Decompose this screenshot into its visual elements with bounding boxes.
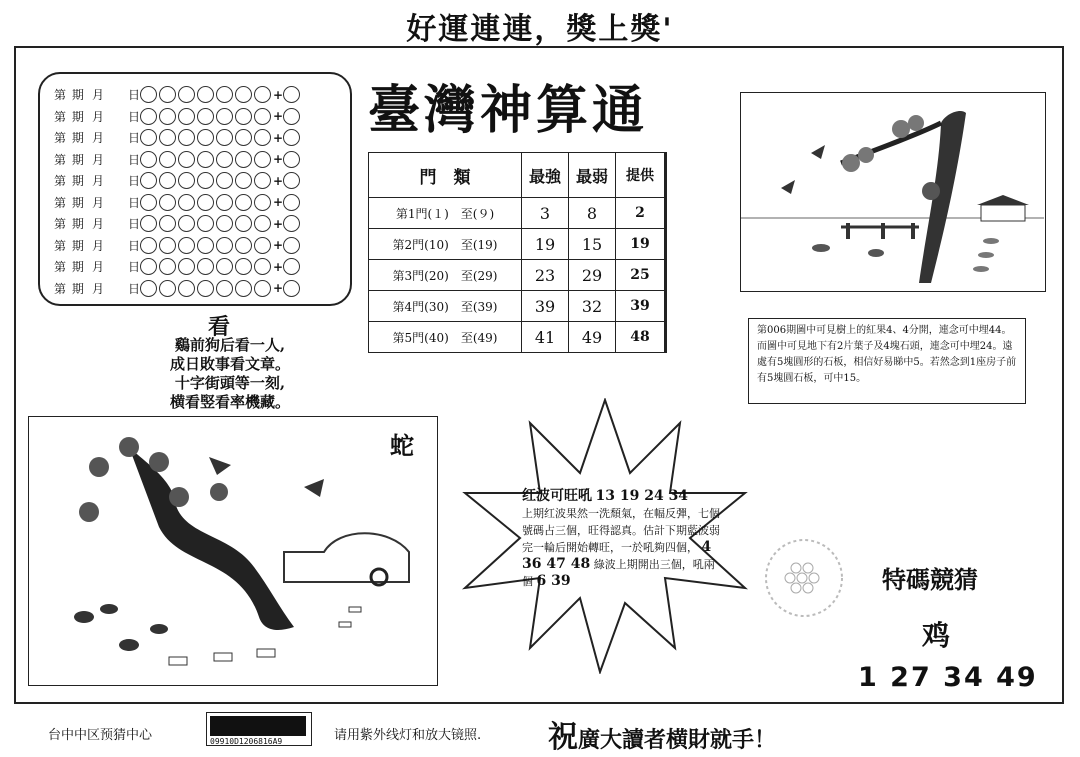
header-provide: 提供	[616, 153, 666, 198]
number-circle	[178, 129, 195, 146]
number-circle	[159, 86, 176, 103]
stamp-seal	[758, 536, 850, 620]
poem-line: 十字街頭等一刻,	[174, 374, 286, 392]
guess-numbers: 1 27 34 49	[858, 662, 1038, 693]
grid-row-label: 第 期	[54, 152, 85, 167]
cell-weakest: 15	[569, 229, 616, 260]
number-circle	[197, 194, 214, 211]
number-circle	[140, 280, 157, 297]
star-headline-numbers: 13 19 24 34	[595, 488, 689, 504]
number-circle	[140, 86, 157, 103]
table-row	[369, 260, 666, 291]
grid-row-month: 月	[92, 109, 105, 124]
grid-row-month: 月	[92, 88, 105, 102]
poem-title: 看	[208, 314, 231, 340]
number-circle	[216, 215, 233, 232]
grid-row	[54, 192, 302, 213]
barcode-bars	[210, 716, 306, 736]
number-circle	[254, 129, 271, 146]
number-circle	[159, 151, 176, 168]
number-circle	[235, 258, 252, 275]
grid-row	[54, 127, 302, 148]
star-body-2: 綠波上期開出三個，吼兩個	[522, 558, 715, 588]
special-number-circle	[283, 151, 300, 168]
number-circle	[235, 172, 252, 189]
table-row	[369, 322, 666, 353]
grid-row-day: 日	[128, 152, 141, 167]
grid-row-day: 日	[128, 281, 141, 296]
cell-provide: 2	[616, 198, 666, 229]
grid-row-day: 日	[128, 88, 141, 102]
cell-weakest: 32	[569, 291, 616, 322]
cell-strongest: 23	[522, 260, 569, 291]
grid-row	[54, 278, 302, 299]
grid-row-label: 第 期	[54, 88, 85, 102]
number-circle	[216, 151, 233, 168]
number-circle	[159, 194, 176, 211]
zodiac-label: 蛇	[390, 431, 414, 460]
number-grid	[38, 72, 352, 306]
riddle-poem	[150, 336, 310, 412]
grid-row-label: 第 期	[54, 217, 85, 231]
grid-row-label: 第 期	[54, 195, 85, 210]
table-row	[369, 229, 666, 260]
grid-row-label: 第 期	[54, 131, 85, 145]
number-circle	[254, 86, 271, 103]
number-circle	[197, 215, 214, 232]
cell-category: 第4門(30) 至(39)	[369, 291, 522, 322]
star-headline: 红波可旺吼	[522, 488, 592, 504]
cell-weakest: 29	[569, 260, 616, 291]
number-circle	[197, 151, 214, 168]
starburst-text	[522, 488, 722, 590]
grid-row-day: 日	[128, 131, 141, 145]
tree-monkey-illustration	[740, 92, 1046, 292]
number-circle	[159, 172, 176, 189]
footer-uv-note: 请用紫外线灯和放大镜照.	[334, 728, 482, 743]
number-circle	[235, 151, 252, 168]
number-circle	[235, 108, 252, 125]
number-circle	[216, 237, 233, 254]
plus-sign: +	[273, 130, 284, 145]
special-number-circle	[283, 172, 300, 189]
cell-category: 第1門(１) 至(９)	[369, 198, 522, 229]
number-circle	[235, 237, 252, 254]
header-strongest: 最強	[522, 153, 569, 198]
cell-weakest: 49	[569, 322, 616, 353]
special-number-circle	[283, 237, 300, 254]
number-circle	[197, 258, 214, 275]
number-circle	[159, 129, 176, 146]
cell-category: 第2門(10) 至(19)	[369, 229, 522, 260]
category-table	[368, 152, 667, 353]
number-circle	[197, 108, 214, 125]
number-circle	[216, 129, 233, 146]
special-number-circle	[283, 86, 300, 103]
number-circle	[197, 172, 214, 189]
grid-row-month: 月	[92, 195, 105, 210]
illustration-drawing	[29, 417, 436, 684]
number-circle	[178, 280, 195, 297]
blessing-lead: 祝	[548, 720, 578, 755]
table-row	[369, 198, 666, 229]
special-number-circle	[283, 108, 300, 125]
star-numbers-3: 6 39	[536, 573, 571, 589]
number-circle	[254, 194, 271, 211]
number-circle	[235, 194, 252, 211]
table-row	[369, 291, 666, 322]
plus-sign: +	[273, 152, 284, 166]
grid-row-month: 月	[92, 131, 105, 145]
cell-strongest: 41	[522, 322, 569, 353]
number-circle	[216, 86, 233, 103]
plus-sign: +	[273, 238, 284, 252]
number-circle	[140, 108, 157, 125]
blessing-text: 廣大讀者横財就手！	[578, 727, 777, 753]
barcode	[206, 712, 312, 746]
number-circle	[178, 108, 195, 125]
number-circle	[197, 86, 214, 103]
number-circle	[254, 151, 271, 168]
number-circle	[140, 194, 157, 211]
plus-sign: +	[273, 195, 284, 209]
number-circle	[159, 280, 176, 297]
plus-sign: +	[273, 87, 284, 102]
footer-center-name: 台中中区预猜中心	[48, 728, 153, 743]
special-number-circle	[283, 194, 300, 211]
cell-provide: 48	[616, 322, 666, 353]
number-circle	[140, 172, 157, 189]
number-circle	[254, 280, 271, 297]
number-circle	[216, 194, 233, 211]
number-circle	[235, 280, 252, 297]
poem-line: 成日敗事看文章。	[169, 355, 290, 373]
number-circle	[216, 172, 233, 189]
poem-line: 横看竪看率機藏。	[169, 393, 290, 411]
grid-row	[54, 106, 302, 127]
number-circle	[178, 151, 195, 168]
grid-row-label: 第 期	[54, 260, 85, 274]
header-weakest: 最弱	[569, 153, 616, 198]
footer-blessing	[548, 712, 776, 756]
plus-sign: +	[273, 281, 284, 295]
poem-line: 鷄前狗后看一人,	[174, 336, 286, 354]
grid-row	[54, 149, 302, 170]
number-circle	[216, 108, 233, 125]
number-circle	[254, 108, 271, 125]
plus-sign: +	[273, 109, 284, 123]
number-circle	[178, 258, 195, 275]
number-circle	[178, 194, 195, 211]
special-number-circle	[283, 258, 300, 275]
cell-strongest: 19	[522, 229, 569, 260]
grid-row-month: 月	[92, 174, 105, 188]
star-body: 上期红波果然一洗頹氣，在幅反彈，七個號碼占三個，旺得認真。估計下期藍波弱完一輪后開始轉旺，一於吼夠四個，	[522, 507, 720, 554]
grid-row	[54, 235, 302, 256]
cell-category: 第5門(40) 至(49)	[369, 322, 522, 353]
page-title: 臺灣神算通	[368, 80, 649, 141]
number-circle	[216, 280, 233, 297]
header-category: 門 類	[369, 153, 522, 198]
number-circle	[140, 129, 157, 146]
hint-note: 第006期圖中可見樹上的紅果4、4分開，連念可中埋44。而圖中可見地下有2片葉子及4塊石頭，連念可中埋24。遠處有5塊圓形的石板，相信好易睇中5。若然念到1座房子前有5塊圓石板，可中15。	[748, 318, 1026, 404]
grid-row-month: 月	[92, 152, 105, 167]
illustration-drawing	[741, 93, 1044, 290]
number-circle	[235, 129, 252, 146]
plus-sign: +	[273, 216, 284, 231]
grid-row-label: 第 期	[54, 238, 85, 253]
number-circle	[197, 129, 214, 146]
grid-row-day: 日	[128, 195, 141, 210]
special-number-circle	[283, 215, 300, 232]
number-circle	[235, 86, 252, 103]
headline: 好運連連，獎上獎'	[406, 12, 674, 47]
cell-weakest: 8	[569, 198, 616, 229]
cell-strongest: 39	[522, 291, 569, 322]
number-circle	[159, 258, 176, 275]
cell-strongest: 3	[522, 198, 569, 229]
guess-animal: 鸡	[922, 619, 951, 652]
plus-sign: +	[273, 173, 284, 188]
special-number-circle	[283, 280, 300, 297]
cell-provide: 19	[616, 229, 666, 260]
grid-row-label: 第 期	[54, 109, 85, 124]
number-circle	[254, 258, 271, 275]
number-circle	[178, 86, 195, 103]
number-circle	[178, 172, 195, 189]
number-circle	[197, 280, 214, 297]
number-circle	[140, 215, 157, 232]
cell-category: 第3門(20) 至(29)	[369, 260, 522, 291]
number-circle	[178, 215, 195, 232]
number-circle	[140, 237, 157, 254]
grid-row-label: 第 期	[54, 281, 85, 296]
barcode-number: 09910D1206816A9	[210, 737, 283, 746]
number-circle	[254, 215, 271, 232]
grid-row	[54, 256, 302, 277]
number-circle	[235, 215, 252, 232]
grid-row-month: 月	[92, 281, 105, 296]
tree-birds-illustration	[28, 416, 438, 686]
cell-provide: 25	[616, 260, 666, 291]
number-circle	[216, 258, 233, 275]
grid-row-day: 日	[128, 174, 141, 188]
star-numbers-2: 4 36 47 48	[522, 539, 712, 572]
number-circle	[159, 215, 176, 232]
grid-row-day: 日	[128, 260, 141, 274]
grid-row	[54, 170, 302, 191]
grid-row-month: 月	[92, 238, 105, 253]
grid-row-day: 日	[128, 217, 141, 231]
grid-row-label: 第 期	[54, 174, 85, 188]
special-number-circle	[283, 129, 300, 146]
number-circle	[159, 108, 176, 125]
grid-row	[54, 84, 302, 105]
number-circle	[140, 151, 157, 168]
grid-row-day: 日	[128, 238, 141, 253]
number-circle	[140, 258, 157, 275]
guess-title: 特碼競猜	[882, 565, 978, 594]
grid-row-month: 月	[92, 217, 105, 231]
number-circle	[178, 237, 195, 254]
grid-row	[54, 213, 302, 234]
number-circle	[254, 237, 271, 254]
grid-row-day: 日	[128, 109, 141, 124]
number-circle	[159, 237, 176, 254]
number-circle	[197, 237, 214, 254]
plus-sign: +	[273, 259, 284, 274]
number-circle	[254, 172, 271, 189]
grid-row-month: 月	[92, 260, 105, 274]
cell-provide: 39	[616, 291, 666, 322]
